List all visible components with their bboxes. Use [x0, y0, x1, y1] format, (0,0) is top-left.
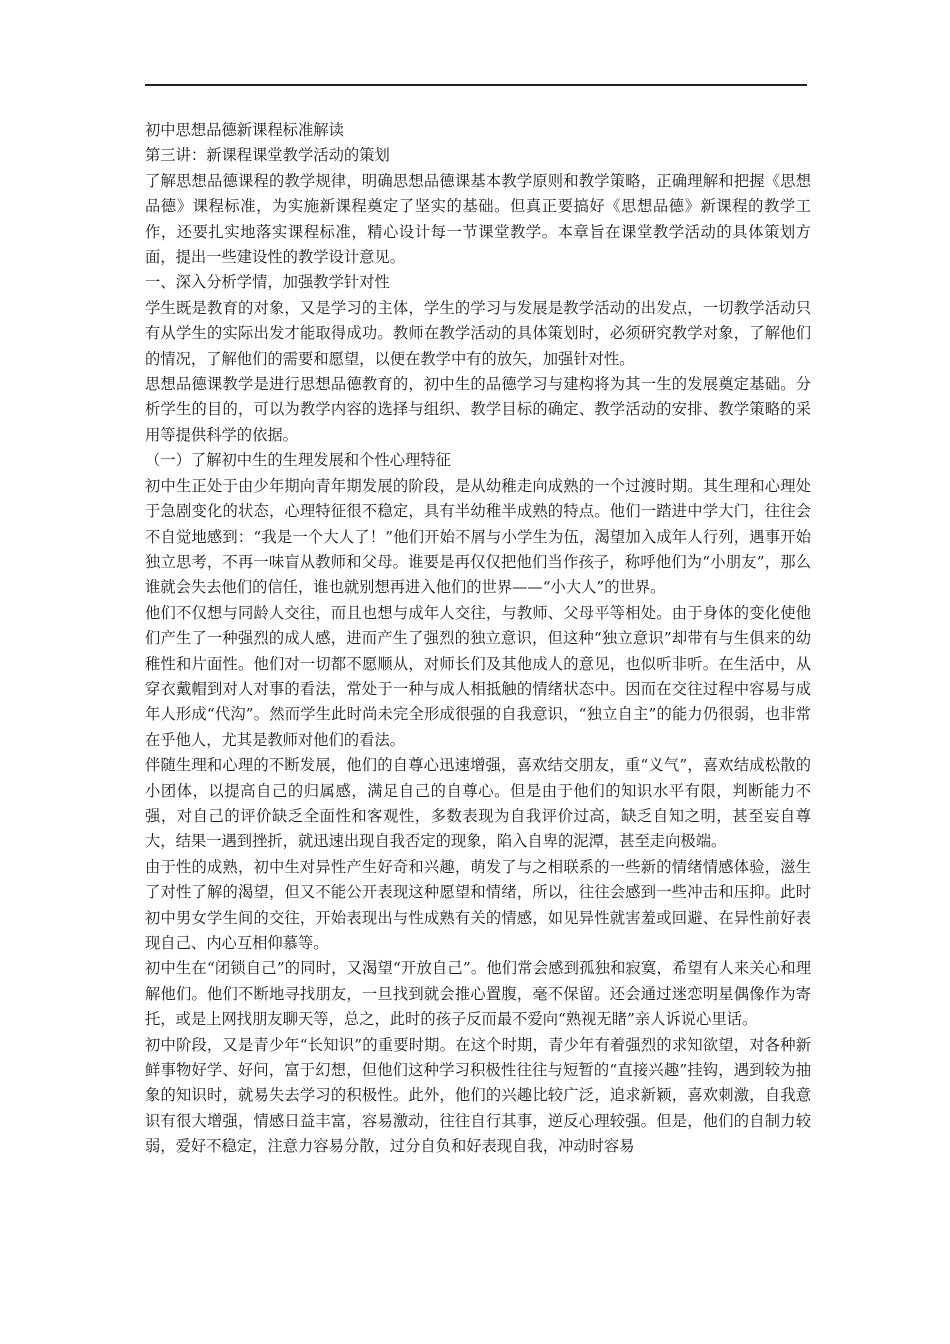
body-paragraph: 初中阶段，又是青少年“长知识”的重要时期。在这个时期，青少年有着强烈的求知欲望，对各种新鲜事物好学、好问，富于幻想，但他们这种学习积极性往往与短暂的“直接兴趣”挂钩，遇到较为抽象的知识时，就易失去学习的积极性。此外，他们的兴趣比较广泛，追求新颖，喜欢刺激，自我意识有很大增强，情感日益丰富，容易激动，往往自行其事，逆反心理较强。但是，他们的自制力较弱，爱好不稳定，注意力容易分散，过分自负和好表现自我，冲动时容易 — [145, 1035, 811, 1156]
body-paragraph: 由于性的成熟，初中生对异性产生好奇和兴趣，萌发了与之相联系的一些新的情绪情感体验，滋生了对性了解的渴望，但又不能公开表现这种愿望和情绪，所以，往往会感到一些冲击和压抑。此时初中男女学生间的交往，开始表现出与性成熟有关的情感，如见异性就害羞或回避、在异性前好表现自己、内心互相仰慕等。 — [145, 857, 811, 952]
body-paragraph: 初中生在“闭锁自己”的同时，又渴望“开放自己”。他们常会感到孤独和寂寞，希望有人来关心和理解他们。他们不断地寻找朋友，一旦找到就会推心置腹，毫不保留。还会通过迷恋明星偶像作为寄托，或是上网找朋友聊天等，总之，此时的孩子反而最不爱向“熟视无睹”亲人诉说心里话。 — [145, 959, 811, 1029]
body-paragraph: 思想品德课教学是进行思想品德教育的，初中生的品德学习与建构将为其一生的发展奠定基础。分析学生的目的，可以为教学内容的选择与组织、教学目标的确定、教学活动的安排、教学策略的采用等提供科学的依据。 — [145, 375, 811, 444]
section-heading-1: 一、深入分析学情，加强教学针对性 — [145, 273, 390, 292]
body-paragraph: 学生既是教育的对象，又是学习的主体，学生的学习与发展是教学活动的出发点，一切教学活动只有从学生的实际出发才能取得成功。教师在教学活动的具体策划时，必须研究教学对象，了解他们的情况，了解他们的需要和愿望，以便在教学中有的放矢，加强针对性。 — [145, 298, 811, 368]
subsection-heading-1: （一）了解初中生的生理发展和个性心理特征 — [145, 451, 451, 470]
document-body — [145, 118, 811, 1160]
body-paragraph: 他们不仅想与同龄人交往，而且也想与成年人交往，与教师、父母平等相处。由于身体的变化使他们产生了一种强烈的成人感，进而产生了强烈的独立意识，但这种“独立意识”却带有与生俱来的幼稚性和片面性。他们对一切都不愿顺从，对师长们及其他成人的意见，也似听非听。在生活中，从穿衣戴帽到对人对事的看法，常处于一种与成人相抵触的情绪状态中。因而在交往过程中容易与成年人形成“代沟”。然而学生此时尚未完全形成很强的自我意识，“独立自主”的能力仍很弱，也非常在乎他人，尤其是教师对他们的看法。 — [145, 603, 811, 749]
body-paragraph: 伴随生理和心理的不断发展，他们的自尊心迅速增强，喜欢结交朋友，重“义气”，喜欢结成松散的小团体，以提高自己的归属感，满足自己的自尊心。但是由于他们的知识水平有限，判断能力不强，对自己的评价缺乏全面性和客观性，多数表现为自我评价过高，缺乏自知之明，甚至妄自尊大，结果一遇到挫折，就迅速出现自我否定的现象，陷入自卑的泥潭，甚至走向极端。 — [145, 756, 811, 851]
document-title: 初中思想品德新课程标准解读 — [145, 121, 344, 139]
intro-paragraph: 了解思想品德课程的教学规律，明确思想品德课基本教学原则和教学策略，正确理解和把握《思想品德》课程标准，为实施新课程奠定了坚实的基础。但真正要搞好《思想品德》新课程的教学工作，还要扎实地落实课程标准，精心设计每一节课堂教学。本章旨在课堂教学活动的具体策划方面，提出一些建设性的教学设计意见。 — [145, 171, 811, 267]
header-rule — [145, 84, 807, 86]
lecture-title: 第三讲：新课程课堂教学活动的策划 — [145, 146, 390, 165]
body-paragraph: 初中生正处于由少年期向青年期发展的阶段，是从幼稚走向成熟的一个过渡时期。其生理和心理处于急剧变化的状态，心理特征很不稳定，具有半幼稚半成熟的特点。他们一踏进中学大门，往往会不自觉地感到：“我是一个大人了！”他们开始不屑与小学生为伍，渴望加入成年人行列，遇事开始独立思考，不再一味盲从教师和父母。谁要是再仅仅把他们当作孩子，称呼他们为“小朋友”，那么谁就会失去他们的信任，谁也就别想再进入他们的世界——“小大人”的世界。 — [145, 476, 811, 597]
